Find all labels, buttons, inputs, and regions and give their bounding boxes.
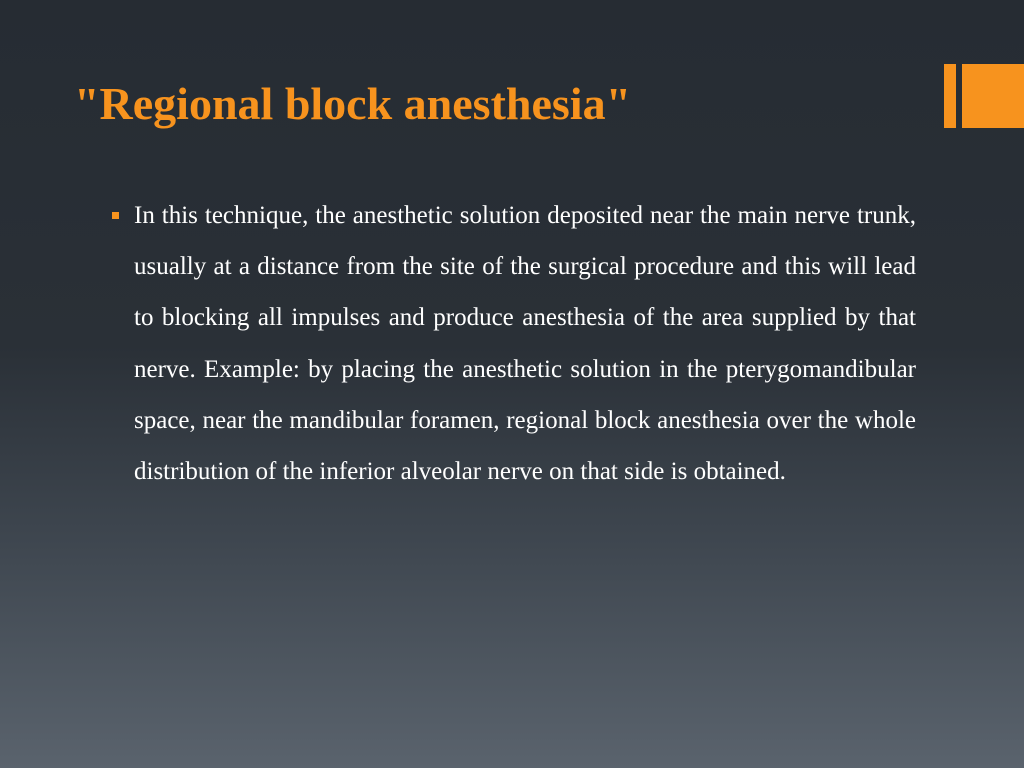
square-bullet-icon — [112, 212, 119, 219]
bullet-text: In this technique, the anesthetic solution deposited near the main nerve trunk, usually at a distance from the site of the surgical procedure and this will lead to blocking all impulses and produce anesthesia of the area supplied by that nerve. Example: by placing the anesthetic solution in the pterygomandibular space, near the mandibular foramen, regional block anesthesia over the whole distribution of the inferior alveolar nerve on that side is obtained. — [134, 202, 916, 486]
bullet-item — [112, 190, 916, 497]
accent-bar-thin — [944, 64, 956, 128]
slide-title: "Regional block anesthesia" — [74, 78, 632, 129]
accent-bar-thick — [962, 64, 1024, 128]
bullet-list — [112, 190, 916, 497]
